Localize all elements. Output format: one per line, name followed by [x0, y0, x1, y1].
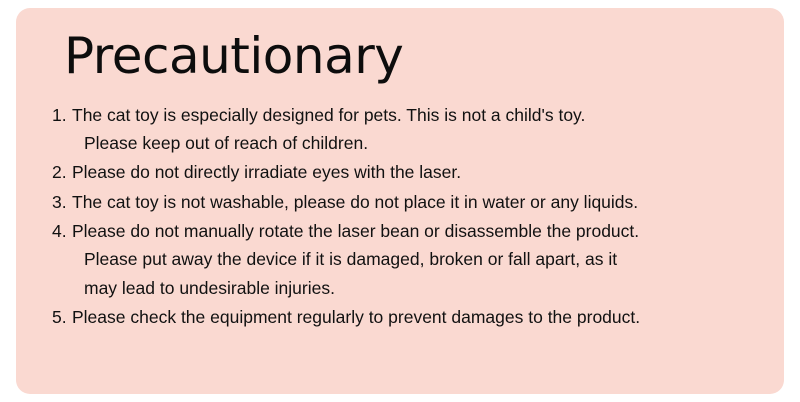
- list-item: [46, 188, 754, 216]
- list-item-text: [72, 101, 754, 158]
- precautionary-panel: [16, 8, 784, 394]
- list-item-line: Please do not manually rotate the laser bean or disassemble the product.: [72, 220, 640, 241]
- precaution-list: [46, 101, 754, 332]
- list-item-text: [72, 303, 754, 331]
- page-title: Precautionary: [64, 27, 404, 85]
- list-item: [46, 101, 754, 158]
- list-item-line: may lead to undesirable injuries.: [84, 277, 335, 298]
- list-item: [46, 303, 754, 331]
- list-item-line: Please keep out of reach of children.: [84, 132, 369, 153]
- list-item-line: Please check the equipment regularly to prevent damages to the product.: [72, 306, 641, 327]
- list-item: [46, 158, 754, 186]
- list-item-line: The cat toy is especially designed for pets. This is not a child's toy.: [72, 104, 586, 125]
- list-item-line: Please do not directly irradiate eyes with the laser.: [72, 162, 462, 183]
- list-item-text: [72, 188, 754, 216]
- list-item-line: The cat toy is not washable, please do not place it in water or any liquids.: [72, 191, 639, 212]
- list-item-text: [72, 158, 754, 186]
- list-item: [46, 217, 754, 302]
- list-item-number: 4.: [52, 220, 67, 241]
- list-item-number: 3.: [52, 191, 67, 212]
- list-item-line: Please put away the device if it is damaged, broken or fall apart, as it: [84, 249, 618, 270]
- list-item-number: 2.: [52, 162, 67, 183]
- list-item-number: 5.: [52, 306, 67, 327]
- list-item-number: 1.: [52, 104, 67, 125]
- list-item-text: [72, 217, 754, 302]
